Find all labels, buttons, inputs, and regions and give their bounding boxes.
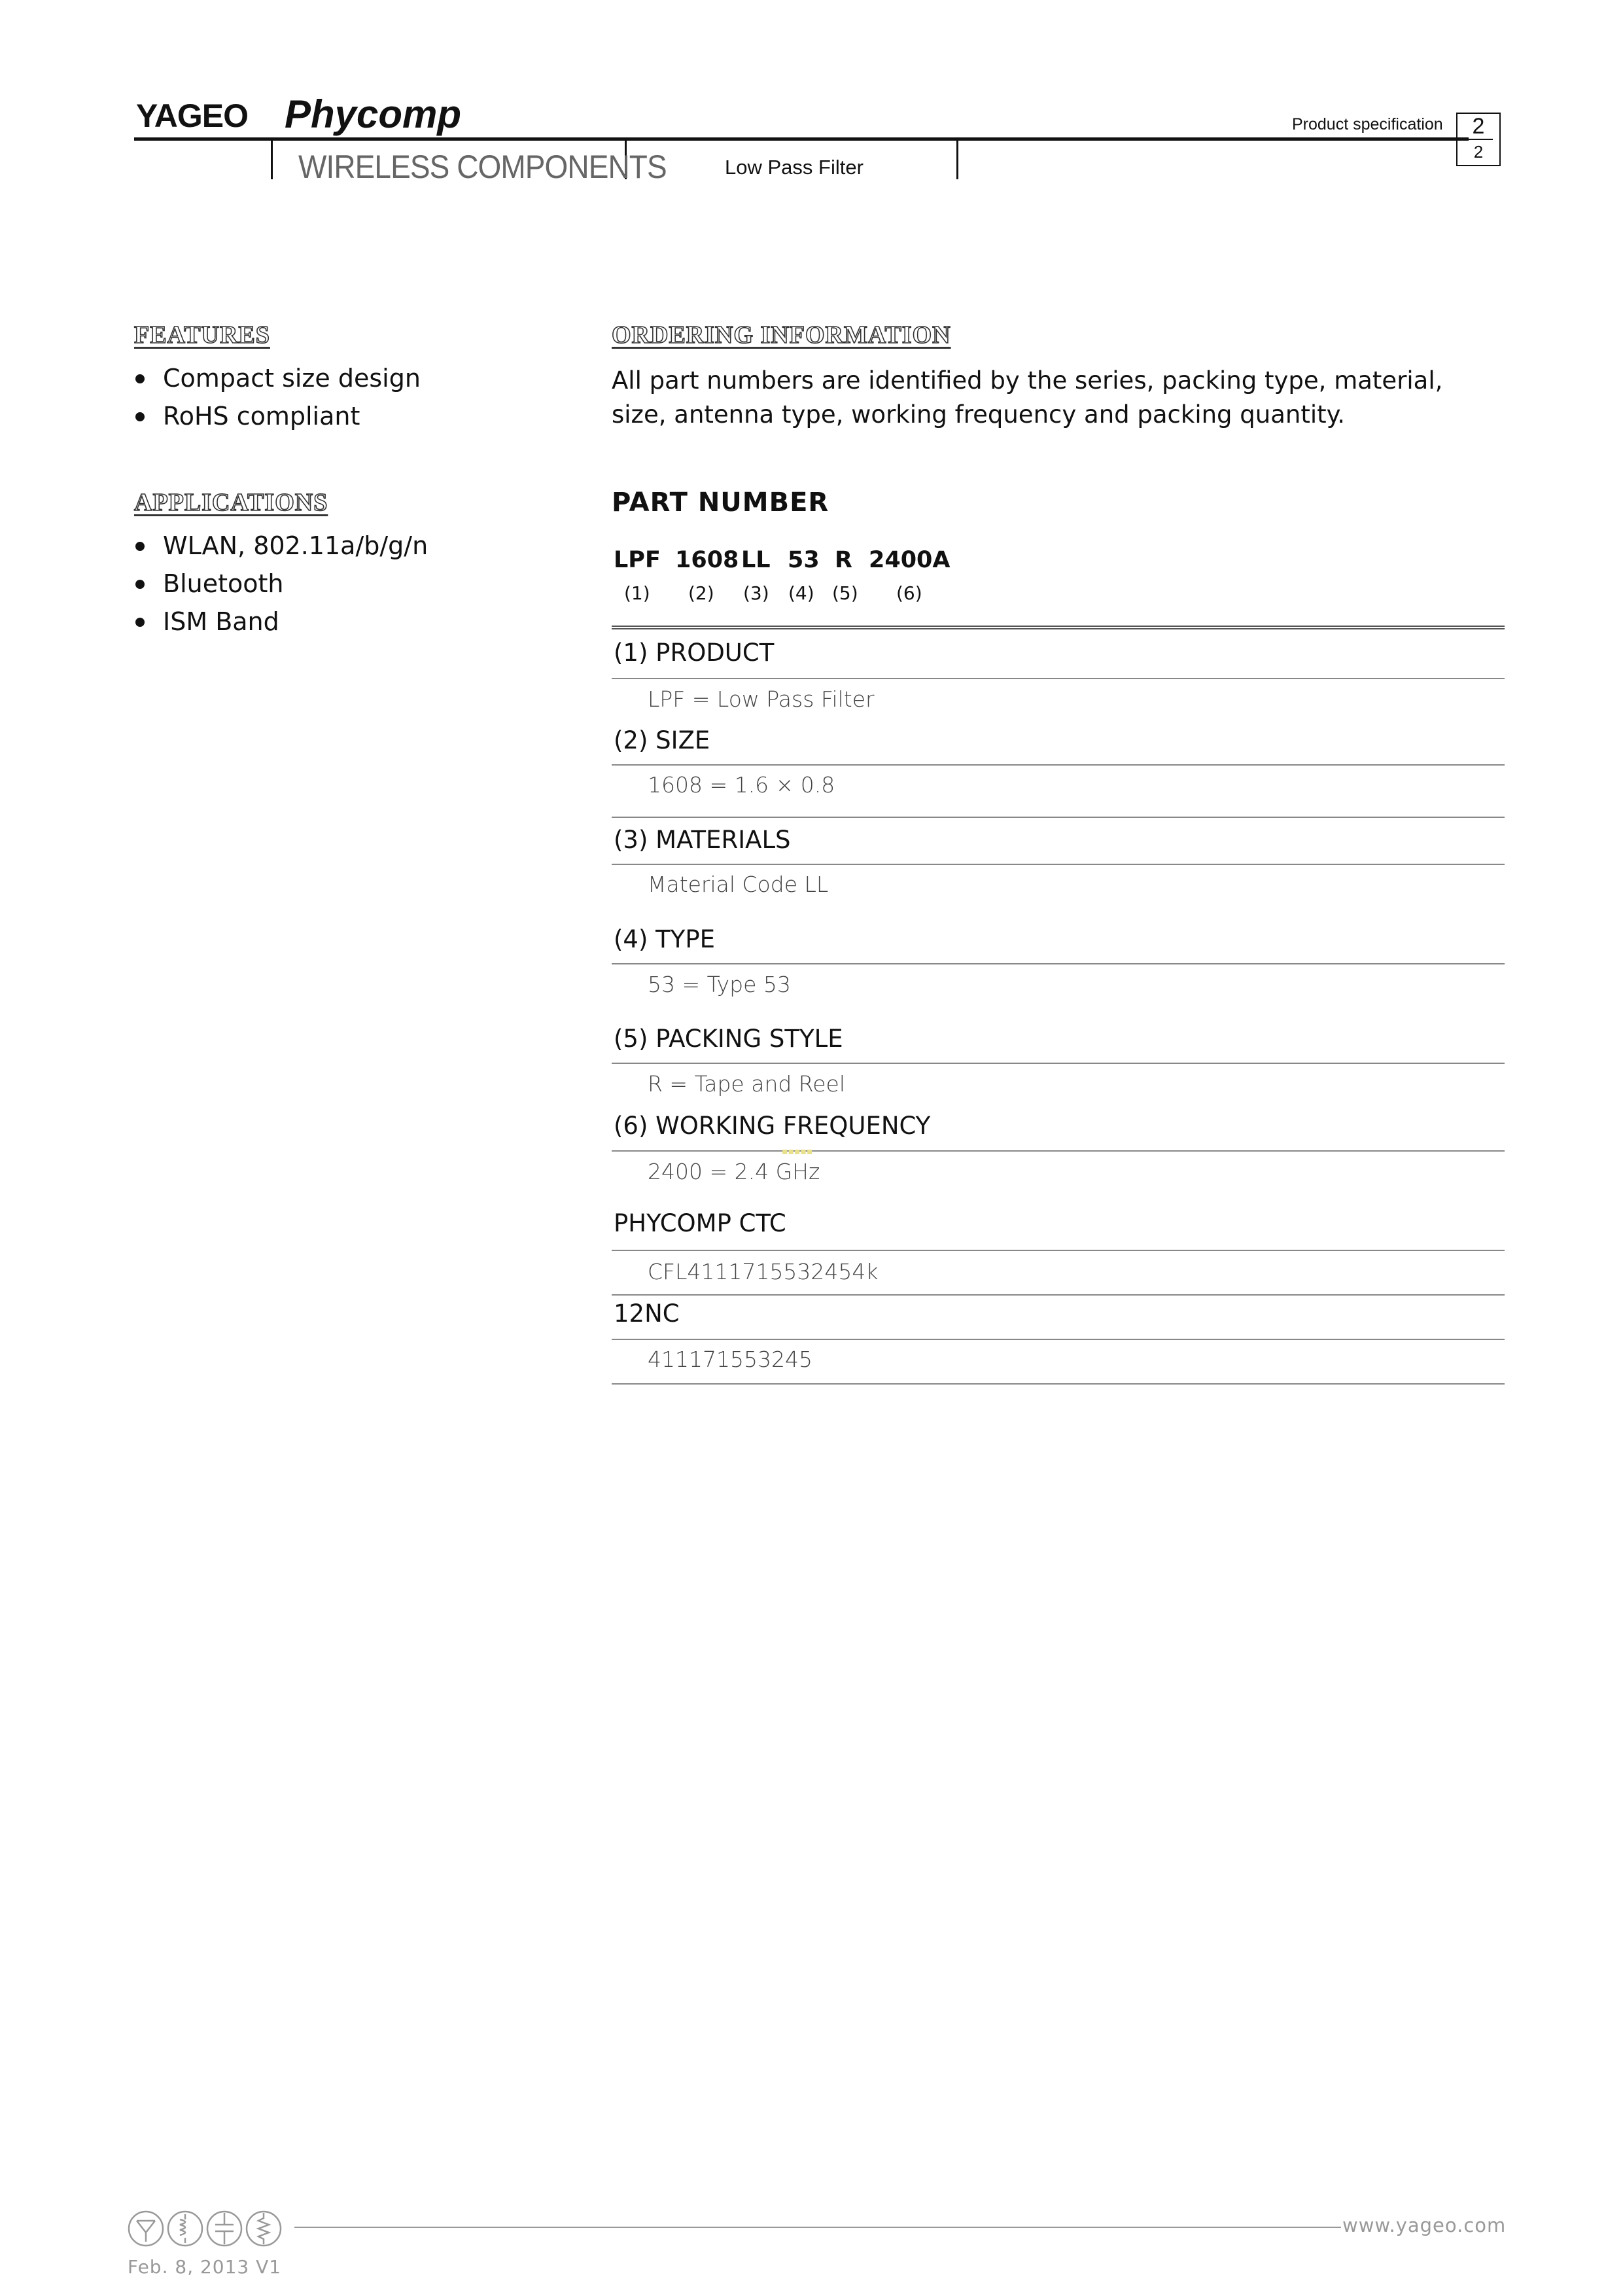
product-name: Low Pass Filter — [725, 156, 864, 179]
row-title-product: (1) PRODUCT — [614, 639, 775, 667]
header-divider-1 — [271, 139, 273, 179]
row-divider — [612, 864, 1505, 865]
footer-icon-group — [128, 2210, 282, 2247]
resistor-icon — [245, 2210, 282, 2247]
capacitor-icon — [206, 2210, 243, 2247]
row-divider — [612, 1063, 1505, 1064]
part-code-series: LPF — [614, 547, 661, 573]
row-divider — [612, 678, 1505, 679]
row-divider — [612, 1339, 1505, 1340]
application-item: WLAN, 802.11a/b/g/n — [134, 527, 428, 565]
row-value-materials: Material Code LL — [648, 872, 829, 897]
table-top-rule — [612, 626, 1505, 629]
part-index: (6) — [896, 582, 922, 604]
header-divider-3 — [956, 139, 958, 179]
part-code-packing: R — [835, 547, 852, 573]
row-value-packing: R = Tape and Reel — [648, 1071, 846, 1097]
row-title-type: (4) TYPE — [614, 925, 716, 953]
division-label: WIRELESS COMPONENTS — [298, 149, 667, 185]
application-item: Bluetooth — [134, 565, 428, 603]
page-indicator — [1456, 113, 1501, 166]
part-number-heading: PART NUMBER — [612, 487, 829, 518]
part-index: (4) — [788, 582, 814, 604]
row-divider — [612, 817, 1505, 818]
features-title: FEATURES — [134, 321, 270, 349]
header-rule — [134, 137, 1469, 141]
faint-watermark: ▪▪▪▪▪ — [782, 1146, 813, 1157]
footer-url[interactable]: www.yageo.com — [1342, 2214, 1507, 2236]
inductor-icon — [167, 2210, 203, 2247]
row-value-ctc: CFL4111715532454k — [648, 1259, 879, 1284]
row-divider — [612, 1294, 1505, 1296]
part-index: (5) — [832, 582, 858, 604]
phycomp-logo: Phycomp — [285, 92, 462, 136]
page-total: 2 — [1473, 142, 1484, 162]
row-title-materials: (3) MATERIALS — [614, 826, 791, 854]
row-title-frequency: (6) WORKING FREQUENCY — [614, 1112, 931, 1140]
row-divider — [612, 764, 1505, 766]
ordering-title: ORDERING INFORMATION — [612, 321, 951, 349]
row-title-12nc: 12NC — [614, 1299, 680, 1328]
features-list — [134, 359, 421, 435]
row-divider — [612, 963, 1505, 964]
row-divider — [612, 1150, 1505, 1152]
part-code-type: 53 — [788, 547, 820, 573]
part-index: (1) — [624, 582, 650, 604]
part-code-frequency: 2400A — [869, 547, 951, 573]
row-value-type: 53 = Type 53 — [648, 972, 791, 997]
part-code-material: LL — [741, 547, 771, 573]
footer-rule — [294, 2227, 1341, 2228]
page-number: 2 — [1472, 114, 1485, 139]
row-title-ctc: PHYCOMP CTC — [614, 1209, 786, 1237]
row-value-size: 1608 = 1.6 × 0.8 — [648, 772, 835, 798]
feature-item: RoHS compliant — [134, 397, 421, 435]
part-index: (2) — [688, 582, 714, 604]
doc-type-label: Product specification — [1292, 115, 1443, 133]
row-value-frequency: 2400 = 2.4 GHz — [648, 1159, 820, 1184]
feature-item: Compact size design — [134, 359, 421, 397]
row-divider — [612, 1250, 1505, 1251]
ordering-intro: All part numbers are identified by the series, packing type, material, size, antenna type, working frequency and packing quantity. — [612, 366, 1443, 429]
row-title-packing: (5) PACKING STYLE — [614, 1025, 843, 1053]
applications-title: APPLICATIONS — [134, 489, 328, 516]
row-title-size: (2) SIZE — [614, 726, 710, 754]
table-bottom-rule — [612, 1383, 1505, 1385]
row-value-12nc: 411171553245 — [648, 1347, 812, 1372]
application-item: ISM Band — [134, 603, 428, 641]
yageo-logo: YAGEO — [136, 97, 249, 134]
part-code-size: 1608 — [675, 547, 739, 573]
applications-list — [134, 527, 428, 641]
part-index: (3) — [743, 582, 769, 604]
row-value-product: LPF = Low Pass Filter — [648, 686, 875, 712]
footer-date: Feb. 8, 2013 V1 — [128, 2256, 282, 2278]
antenna-icon — [128, 2210, 164, 2247]
